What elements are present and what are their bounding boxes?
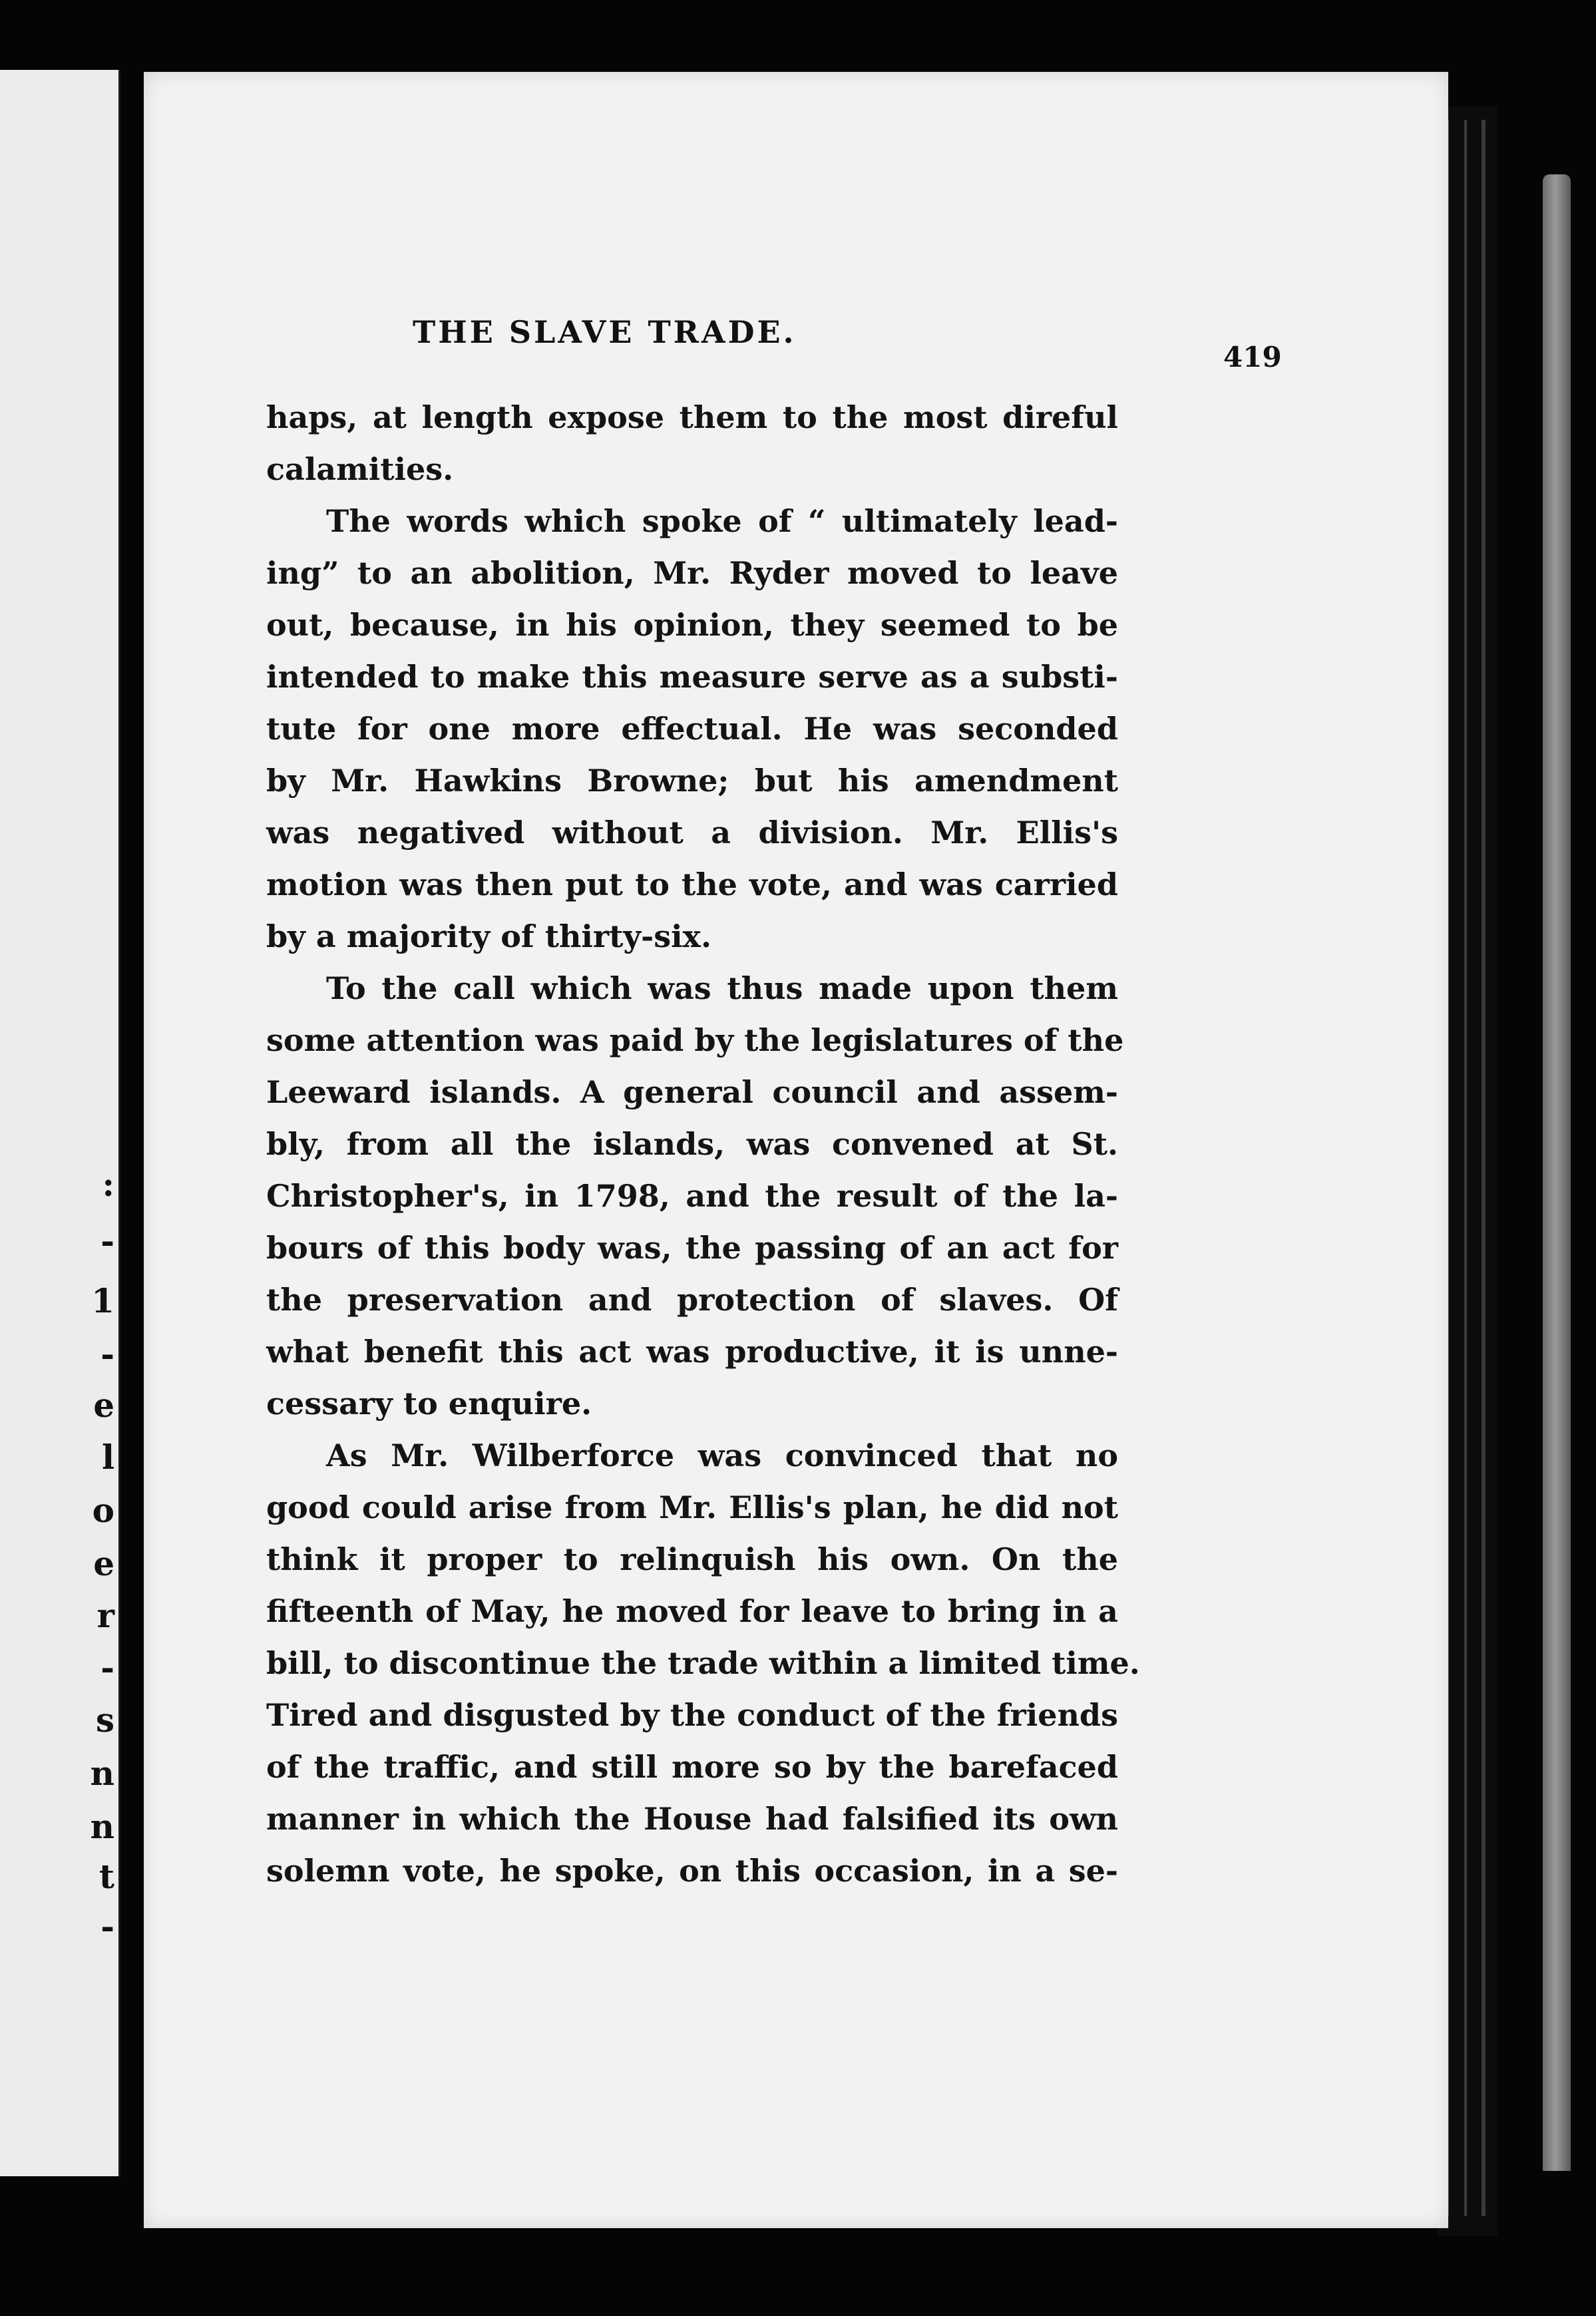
edge-letter: - (100, 1221, 114, 1260)
left-page-letters (79, 70, 118, 2176)
text-line: some attention was paid by the legislatures of the (266, 1022, 1124, 1058)
text-line: motion was then put to the vote, and was carried (266, 867, 1118, 902)
edge-letter: n (90, 1754, 114, 1793)
text-line: was negatived without a division. Mr. Ellis's (266, 815, 1118, 851)
text-line: bill, to discontinue the trade within a limited time. (266, 1645, 1140, 1681)
text-line: bly, from all the islands, was convened at St. (266, 1126, 1118, 1162)
text-line: out, because, in his opinion, they seemed to be (266, 607, 1118, 643)
edge-letter: o (92, 1491, 114, 1530)
text-line: Christopher's, in 1798, and the result of the la- (266, 1178, 1118, 1214)
text-line: calamities. (266, 451, 454, 487)
running-title: THE SLAVE TRADE. (413, 314, 797, 350)
edge-letter: e (93, 1386, 114, 1425)
body-text (266, 391, 1140, 1897)
edge-letter: t (99, 1857, 114, 1896)
text-line: good could arise from Mr. Ellis's plan, he did not (266, 1489, 1118, 1525)
text-line: cessary to enquire. (266, 1386, 592, 1422)
edge-letter: - (100, 1648, 114, 1687)
text-line: Tired and disgusted by the conduct of the friends (266, 1697, 1118, 1733)
edge-letter: - (100, 1907, 114, 1946)
left-page-edge (0, 70, 120, 2176)
text-line: by Mr. Hawkins Browne; but his amendment (266, 763, 1118, 799)
edge-letter: l (102, 1438, 114, 1477)
text-line: To the call which was thus made upon them (326, 970, 1118, 1006)
edge-letter: - (100, 1334, 114, 1374)
text-line: what benefit this act was productive, it is unne- (266, 1334, 1118, 1370)
text-line: tute for one more effectual. He was seconded (266, 711, 1118, 747)
edge-letter: r (97, 1596, 114, 1635)
text-line: bours of this body was, the passing of an act for (266, 1230, 1118, 1266)
text-line: the preservation and protection of slaves. Of (266, 1282, 1118, 1318)
edge-letter: : (102, 1165, 114, 1204)
text-line: manner in which the House had falsified its own (266, 1801, 1118, 1837)
book-edge-line (1482, 120, 1486, 2216)
book-edge-line (1464, 120, 1467, 2216)
edge-letter: e (93, 1544, 114, 1583)
text-line: fifteenth of May, he moved for leave to bring in a (266, 1593, 1118, 1629)
book-spine-highlight (1543, 174, 1571, 2171)
text-line: The words which spoke of “ ultimately lead- (326, 503, 1118, 539)
edge-letter: 1 (91, 1281, 114, 1320)
text-line: ing” to an abolition, Mr. Ryder moved to leave (266, 555, 1118, 591)
text-line: haps, at length expose them to the most direful (266, 399, 1118, 435)
edge-letter: s (95, 1700, 114, 1740)
text-line: think it proper to relinquish his own. On the (266, 1541, 1118, 1577)
text-line: by a majority of thirty-six. (266, 918, 711, 954)
text-line: Leeward islands. A general council and assem- (266, 1074, 1118, 1110)
text-line: intended to make this measure serve as a substi- (266, 659, 1118, 695)
edge-letter: n (90, 1807, 114, 1846)
text-line: solemn vote, he spoke, on this occasion, in a se- (266, 1853, 1118, 1889)
page-number: 419 (1223, 341, 1282, 373)
text-line: of the traffic, and still more so by the barefaced (266, 1749, 1118, 1785)
text-line: As Mr. Wilberforce was convinced that no (326, 1438, 1118, 1473)
